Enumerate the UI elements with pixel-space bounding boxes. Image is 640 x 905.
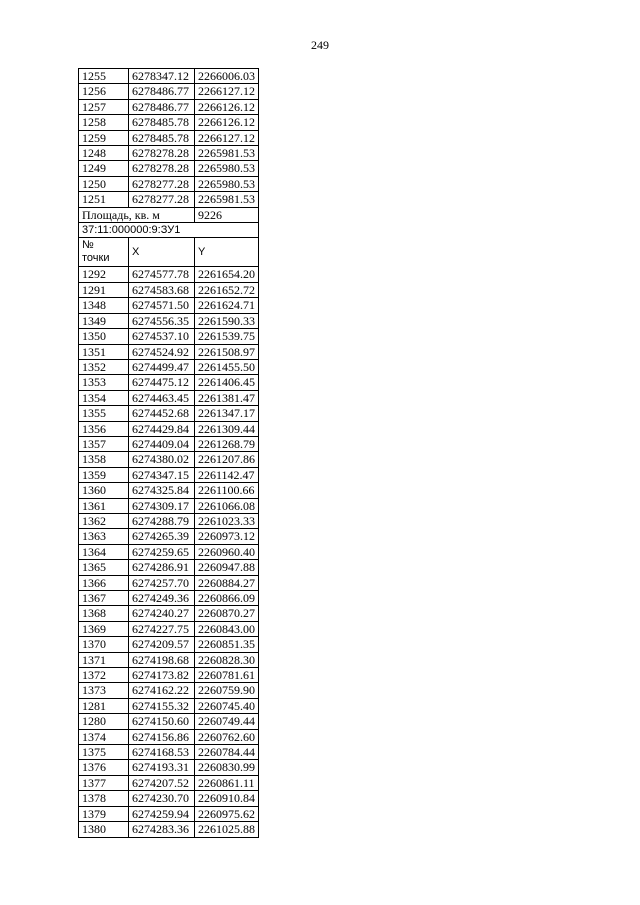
x-coordinate-cell: 6274556.35: [129, 313, 195, 328]
x-coordinate-cell: 6274249.36: [129, 591, 195, 606]
page-number: 249: [311, 38, 329, 52]
parcel-id: 37:11:000000:9:ЗУ1: [79, 223, 259, 238]
x-coordinate-cell: 6274240.27: [129, 606, 195, 621]
x-coordinate-cell: 6274380.02: [129, 452, 195, 467]
y-coordinate-cell: 2260866.09: [195, 591, 259, 606]
x-coordinate-cell: 6274193.31: [129, 760, 195, 775]
point-number-cell: 1249: [79, 161, 129, 176]
point-number-cell: 1366: [79, 575, 129, 590]
y-coordinate-cell: 2260884.27: [195, 575, 259, 590]
table-row: [79, 760, 259, 775]
y-coordinate-cell: 2265980.53: [195, 176, 259, 191]
point-number-cell: 1363: [79, 529, 129, 544]
y-coordinate-cell: 2260960.40: [195, 544, 259, 559]
x-coordinate-cell: 6274173.82: [129, 668, 195, 683]
y-coordinate-cell: 2266126.12: [195, 99, 259, 114]
table-row: [79, 467, 259, 482]
point-number-cell: 1356: [79, 421, 129, 436]
y-coordinate-cell: 2265981.53: [195, 192, 259, 207]
point-number-cell: 1369: [79, 621, 129, 636]
y-coordinate-cell: 2261100.66: [195, 483, 259, 498]
table-row: [79, 513, 259, 528]
point-number-cell: 1292: [79, 267, 129, 282]
x-coordinate-cell: 6278278.28: [129, 161, 195, 176]
x-coordinate-cell: 6274209.57: [129, 637, 195, 652]
y-coordinate-cell: 2265981.53: [195, 146, 259, 161]
point-number-cell: 1365: [79, 560, 129, 575]
table-row: [79, 282, 259, 297]
x-coordinate-cell: 6278277.28: [129, 192, 195, 207]
header-point-number: [79, 238, 129, 267]
header-x: X: [129, 238, 195, 267]
y-coordinate-cell: 2260843.00: [195, 621, 259, 636]
table-row: [79, 560, 259, 575]
point-number-cell: 1250: [79, 176, 129, 191]
x-coordinate-cell: 6274537.10: [129, 329, 195, 344]
y-coordinate-cell: 2261207.86: [195, 452, 259, 467]
point-number-cell: 1248: [79, 146, 129, 161]
point-number-cell: 1374: [79, 729, 129, 744]
x-coordinate-cell: 6274524.92: [129, 344, 195, 359]
point-number-cell: 1380: [79, 822, 129, 837]
y-coordinate-cell: 2260870.27: [195, 606, 259, 621]
table-row: [79, 544, 259, 559]
x-coordinate-cell: 6274257.70: [129, 575, 195, 590]
x-coordinate-cell: 6274409.04: [129, 436, 195, 451]
x-coordinate-cell: 6274265.39: [129, 529, 195, 544]
table-row: [79, 745, 259, 760]
point-number-cell: 1257: [79, 99, 129, 114]
x-coordinate-cell: 6274583.68: [129, 282, 195, 297]
table-row: [79, 575, 259, 590]
y-coordinate-cell: 2261268.79: [195, 436, 259, 451]
table-row: [79, 822, 259, 837]
x-coordinate-cell: 6274168.53: [129, 745, 195, 760]
point-number-cell: 1375: [79, 745, 129, 760]
table-row: [79, 698, 259, 713]
parcel-id-row: [79, 223, 259, 238]
x-coordinate-cell: 6274155.32: [129, 698, 195, 713]
coordinates-table: [78, 68, 259, 838]
y-coordinate-cell: 2261539.75: [195, 329, 259, 344]
y-coordinate-cell: 2260910.84: [195, 791, 259, 806]
y-coordinate-cell: 2260781.61: [195, 668, 259, 683]
point-number-cell: 1256: [79, 84, 129, 99]
y-coordinate-cell: 2260861.11: [195, 775, 259, 790]
point-number-cell: 1373: [79, 683, 129, 698]
y-coordinate-cell: 2266127.12: [195, 130, 259, 145]
x-coordinate-cell: 6274475.12: [129, 375, 195, 390]
area-row: [79, 207, 259, 222]
x-coordinate-cell: 6278486.77: [129, 99, 195, 114]
y-coordinate-cell: 2260975.62: [195, 806, 259, 821]
point-number-cell: 1361: [79, 498, 129, 513]
y-coordinate-cell: 2266127.12: [195, 84, 259, 99]
table-row: [79, 529, 259, 544]
x-coordinate-cell: 6278485.78: [129, 115, 195, 130]
table-row: [79, 84, 259, 99]
table-row: [79, 390, 259, 405]
y-coordinate-cell: 2261066.08: [195, 498, 259, 513]
point-number-cell: 1355: [79, 406, 129, 421]
point-number-cell: 1354: [79, 390, 129, 405]
table-row: [79, 176, 259, 191]
x-coordinate-cell: 6274198.68: [129, 652, 195, 667]
x-coordinate-cell: 6274429.84: [129, 421, 195, 436]
x-coordinate-cell: 6274499.47: [129, 359, 195, 374]
section2-rows: [79, 267, 259, 837]
point-number-cell: 1259: [79, 130, 129, 145]
y-coordinate-cell: 2261652.72: [195, 282, 259, 297]
table-row: [79, 406, 259, 421]
y-coordinate-cell: 2260759.90: [195, 683, 259, 698]
y-coordinate-cell: 2261142.47: [195, 467, 259, 482]
x-coordinate-cell: 6278485.78: [129, 130, 195, 145]
point-number-cell: 1377: [79, 775, 129, 790]
table-row: [79, 421, 259, 436]
table-row: [79, 714, 259, 729]
y-coordinate-cell: 2260762.60: [195, 729, 259, 744]
y-coordinate-cell: 2261309.44: [195, 421, 259, 436]
y-coordinate-cell: 2261381.47: [195, 390, 259, 405]
section1-footer: [79, 207, 259, 267]
y-coordinate-cell: 2261023.33: [195, 513, 259, 528]
x-coordinate-cell: 6274309.17: [129, 498, 195, 513]
x-coordinate-cell: 6274288.79: [129, 513, 195, 528]
table-row: [79, 375, 259, 390]
table-row: [79, 192, 259, 207]
table-row: [79, 683, 259, 698]
point-number-cell: 1376: [79, 760, 129, 775]
table-row: [79, 313, 259, 328]
y-coordinate-cell: 2266006.03: [195, 69, 259, 84]
table-row: [79, 146, 259, 161]
x-coordinate-cell: 6274227.75: [129, 621, 195, 636]
area-label: Площадь, кв. м: [79, 207, 195, 222]
table-row: [79, 130, 259, 145]
header-point-word: точки: [82, 252, 110, 265]
y-coordinate-cell: 2260749.44: [195, 714, 259, 729]
point-number-cell: 1251: [79, 192, 129, 207]
x-coordinate-cell: 6274259.94: [129, 806, 195, 821]
y-coordinate-cell: 2261654.20: [195, 267, 259, 282]
y-coordinate-cell: 2260828.30: [195, 652, 259, 667]
x-coordinate-cell: 6274259.65: [129, 544, 195, 559]
table-row: [79, 483, 259, 498]
table-row: [79, 115, 259, 130]
point-number-cell: 1378: [79, 791, 129, 806]
table-row: [79, 791, 259, 806]
table-row: [79, 606, 259, 621]
point-number-cell: 1351: [79, 344, 129, 359]
y-coordinate-cell: 2261406.45: [195, 375, 259, 390]
point-number-cell: 1364: [79, 544, 129, 559]
header-point-no-symbol: №: [82, 239, 94, 252]
point-number-cell: 1348: [79, 298, 129, 313]
table-row: [79, 591, 259, 606]
y-coordinate-cell: 2265980.53: [195, 161, 259, 176]
y-coordinate-cell: 2266126.12: [195, 115, 259, 130]
table-row: [79, 267, 259, 282]
y-coordinate-cell: 2261508.97: [195, 344, 259, 359]
x-coordinate-cell: 6274207.52: [129, 775, 195, 790]
point-number-cell: 1367: [79, 591, 129, 606]
x-coordinate-cell: 6274463.45: [129, 390, 195, 405]
x-coordinate-cell: 6274230.70: [129, 791, 195, 806]
table-row: [79, 498, 259, 513]
point-number-cell: 1362: [79, 513, 129, 528]
y-coordinate-cell: 2260745.40: [195, 698, 259, 713]
point-number-cell: 1291: [79, 282, 129, 297]
table-row: [79, 452, 259, 467]
point-number-cell: 1280: [79, 714, 129, 729]
point-number-cell: 1360: [79, 483, 129, 498]
table-row: [79, 775, 259, 790]
x-coordinate-cell: 6274325.84: [129, 483, 195, 498]
y-coordinate-cell: 2260973.12: [195, 529, 259, 544]
x-coordinate-cell: 6278347.12: [129, 69, 195, 84]
x-coordinate-cell: 6274156.86: [129, 729, 195, 744]
point-number-cell: 1358: [79, 452, 129, 467]
table-row: [79, 668, 259, 683]
x-coordinate-cell: 6274347.15: [129, 467, 195, 482]
point-number-cell: 1349: [79, 313, 129, 328]
table-row: [79, 729, 259, 744]
point-number-cell: 1258: [79, 115, 129, 130]
x-coordinate-cell: 6274577.78: [129, 267, 195, 282]
x-coordinate-cell: 6278278.28: [129, 146, 195, 161]
table-row: [79, 637, 259, 652]
x-coordinate-cell: 6274162.22: [129, 683, 195, 698]
table-row: [79, 298, 259, 313]
point-number-cell: 1352: [79, 359, 129, 374]
header-y: Y: [195, 238, 259, 267]
table-row: [79, 99, 259, 114]
point-number-cell: 1350: [79, 329, 129, 344]
point-number-cell: 1357: [79, 436, 129, 451]
point-number-cell: 1370: [79, 637, 129, 652]
x-coordinate-cell: 6274150.60: [129, 714, 195, 729]
point-number-cell: 1379: [79, 806, 129, 821]
y-coordinate-cell: 2260851.35: [195, 637, 259, 652]
y-coordinate-cell: 2261624.71: [195, 298, 259, 313]
point-number-cell: 1372: [79, 668, 129, 683]
y-coordinate-cell: 2261025.88: [195, 822, 259, 837]
table-row: [79, 329, 259, 344]
y-coordinate-cell: 2261347.17: [195, 406, 259, 421]
table-header-row: [79, 238, 259, 267]
y-coordinate-cell: 2260830.99: [195, 760, 259, 775]
table-row: [79, 161, 259, 176]
x-coordinate-cell: 6278486.77: [129, 84, 195, 99]
point-number-cell: 1359: [79, 467, 129, 482]
table-row: [79, 69, 259, 84]
point-number-cell: 1281: [79, 698, 129, 713]
area-value: 9226: [195, 207, 259, 222]
y-coordinate-cell: 2260784.44: [195, 745, 259, 760]
table-row: [79, 806, 259, 821]
point-number-cell: 1368: [79, 606, 129, 621]
point-number-cell: 1255: [79, 69, 129, 84]
y-coordinate-cell: 2261590.33: [195, 313, 259, 328]
y-coordinate-cell: 2260947.88: [195, 560, 259, 575]
y-coordinate-cell: 2261455.50: [195, 359, 259, 374]
table-row: [79, 344, 259, 359]
x-coordinate-cell: 6274286.91: [129, 560, 195, 575]
x-coordinate-cell: 6274452.68: [129, 406, 195, 421]
table-row: [79, 436, 259, 451]
table-row: [79, 652, 259, 667]
table-row: [79, 621, 259, 636]
x-coordinate-cell: 6278277.28: [129, 176, 195, 191]
x-coordinate-cell: 6274571.50: [129, 298, 195, 313]
x-coordinate-cell: 6274283.36: [129, 822, 195, 837]
point-number-cell: 1371: [79, 652, 129, 667]
point-number-cell: 1353: [79, 375, 129, 390]
section1-rows: [79, 69, 259, 208]
table-row: [79, 359, 259, 374]
